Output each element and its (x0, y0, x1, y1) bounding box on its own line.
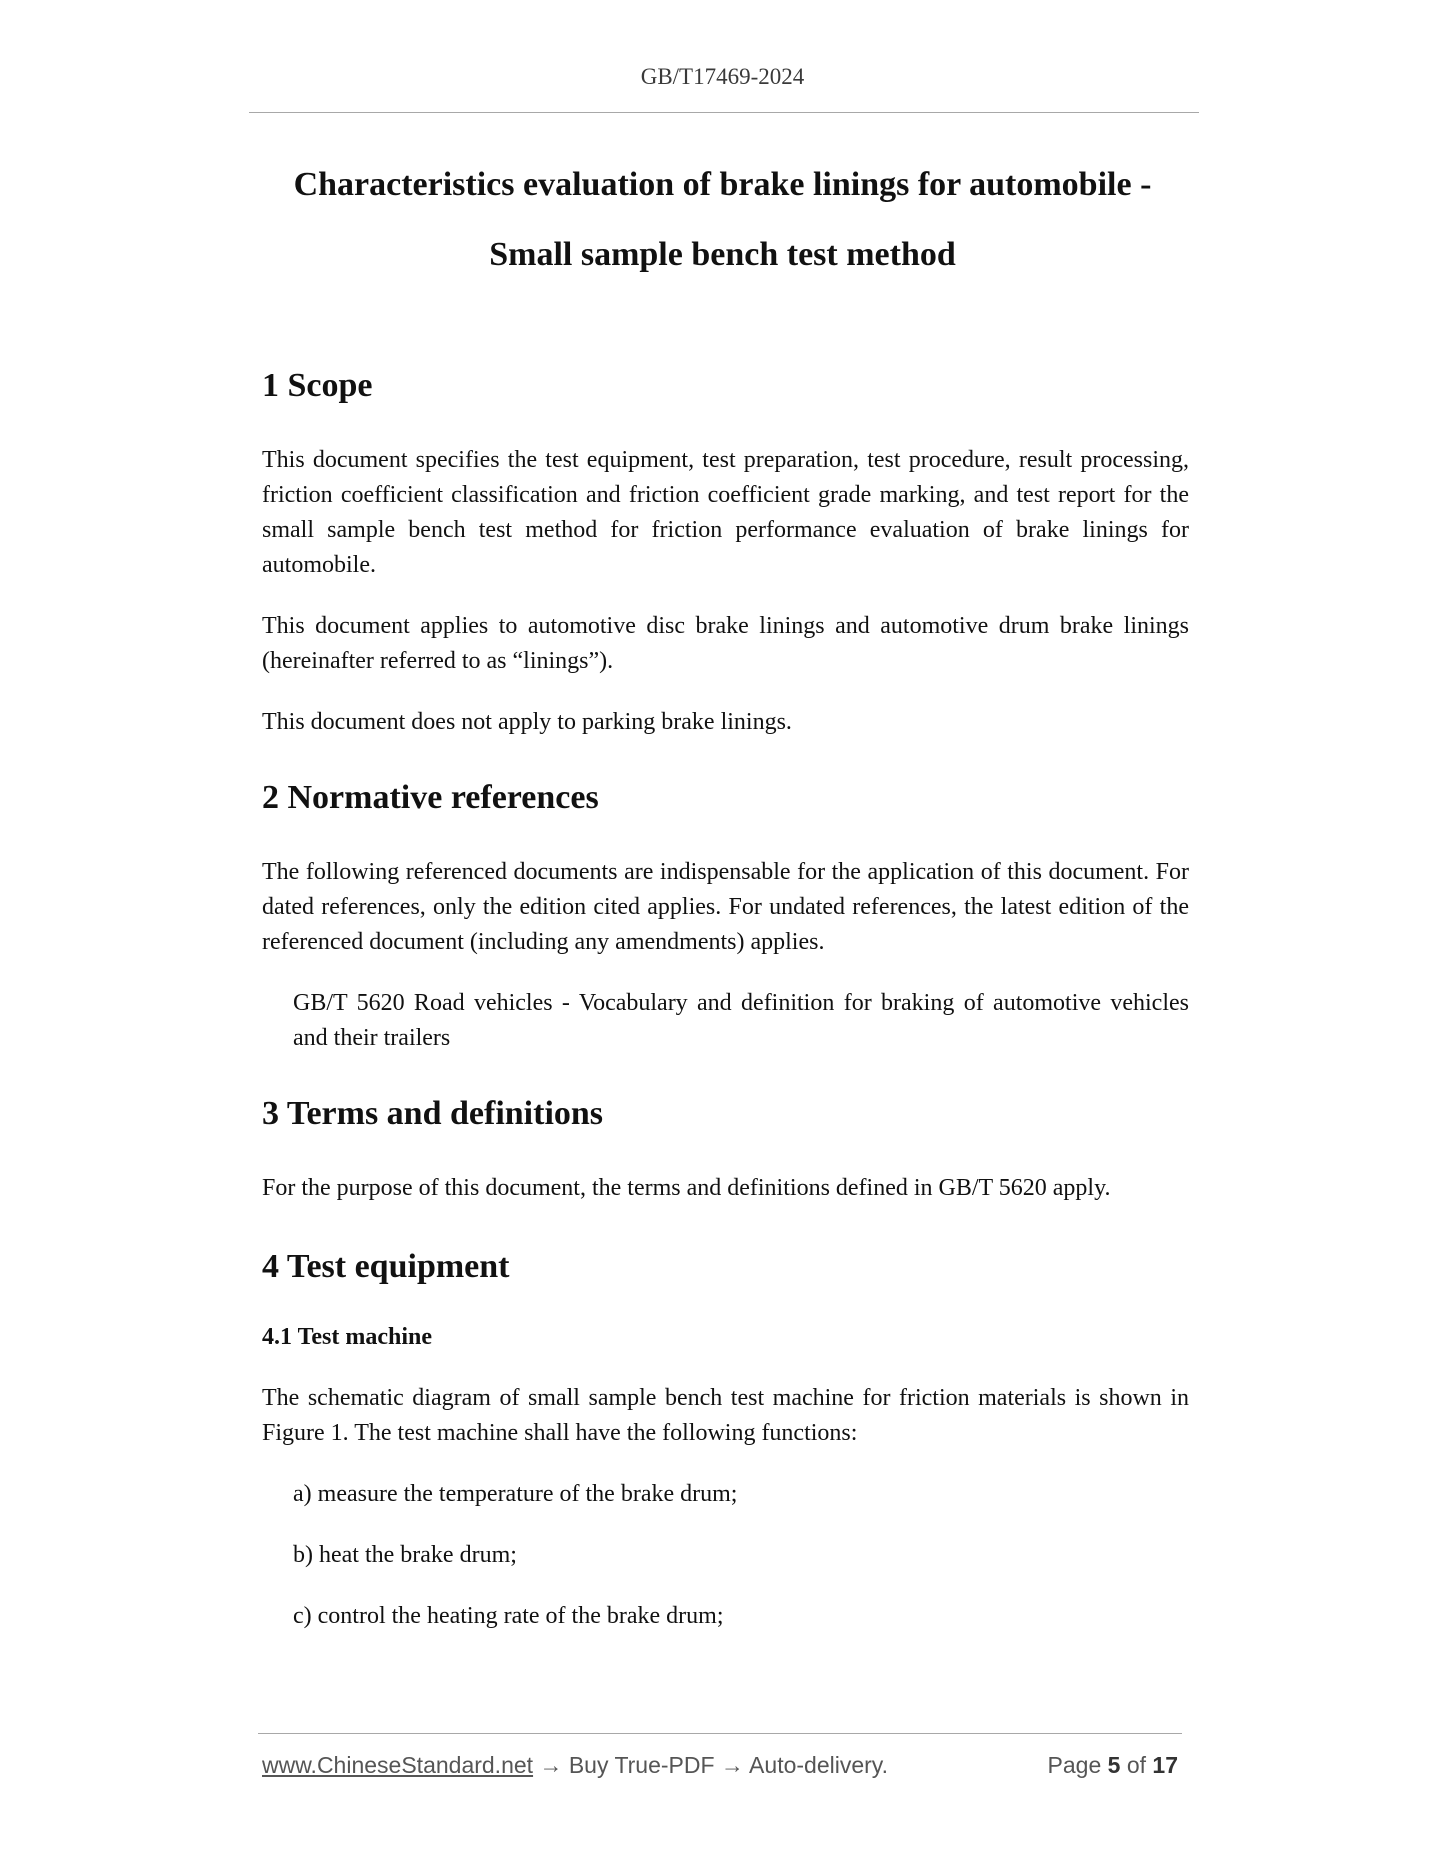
scope-paragraph-3: This document does not apply to parking brake linings. (262, 709, 792, 735)
footer-divider (258, 1733, 1182, 1734)
header-divider (249, 112, 1199, 113)
title-line-1: Characteristics evaluation of brake linings for automobile - (293, 166, 1152, 203)
page-number (1048, 1752, 1178, 1779)
website-link[interactable]: www.ChineseStandard.net (262, 1752, 534, 1778)
document-title (230, 150, 1215, 290)
terms-paragraph: For the purpose of this document, the terms and definitions defined in GB/T 5620 apply. (262, 1175, 1111, 1201)
title-line-2: Small sample bench test method (489, 236, 956, 273)
page-label: Page (1047, 1752, 1102, 1778)
section-heading-scope: 1 Scope (262, 367, 373, 404)
footer-promo-text: → Buy True-PDF → Auto-delivery. (533, 1752, 888, 1778)
section-heading-normative-references: 2 Normative references (262, 779, 599, 816)
page-current: 5 (1107, 1752, 1121, 1778)
footer-promo (262, 1752, 888, 1779)
list-item: a) measure the temperature of the brake drum; (293, 1481, 738, 1507)
subsection-heading-test-machine: 4.1 Test machine (262, 1324, 433, 1350)
test-machine-paragraph: The schematic diagram of small sample bench test machine for friction materials is shown in Figure 1. The test machine shall have the following functions: (262, 1385, 1189, 1446)
page-of-label: of (1126, 1752, 1147, 1778)
normative-reference-item: GB/T 5620 Road vehicles - Vocabulary and definition for braking of automotive vehicles and their trailers (293, 990, 1189, 1051)
document-body (262, 360, 1189, 1634)
scope-paragraph-1: This document specifies the test equipment, test preparation, test procedure, result processing, friction coefficient classification and friction coefficient grade marking, and test report for the small sample bench test method for friction performance evaluation of brake linings for automobile. (262, 447, 1189, 578)
section-heading-test-equipment: 4 Test equipment (262, 1248, 510, 1285)
list-item: c) control the heating rate of the brake drum; (293, 1603, 724, 1629)
page-footer (262, 1752, 1182, 1782)
normative-paragraph: The following referenced documents are indispensable for the application of this document. For dated references, only the edition cited applies. For undated references, the latest edition of the referenced document (including any amendments) applies. (262, 859, 1189, 955)
scope-paragraph-2: This document applies to automotive disc brake linings and automotive drum brake linings (hereinafter referred to as “linings”). (262, 613, 1189, 674)
section-heading-terms: 3 Terms and definitions (262, 1095, 604, 1132)
list-item: b) heat the brake drum; (293, 1542, 517, 1568)
header-standard-code: GB/T17469-2024 (640, 64, 805, 89)
page-total: 17 (1152, 1752, 1178, 1778)
